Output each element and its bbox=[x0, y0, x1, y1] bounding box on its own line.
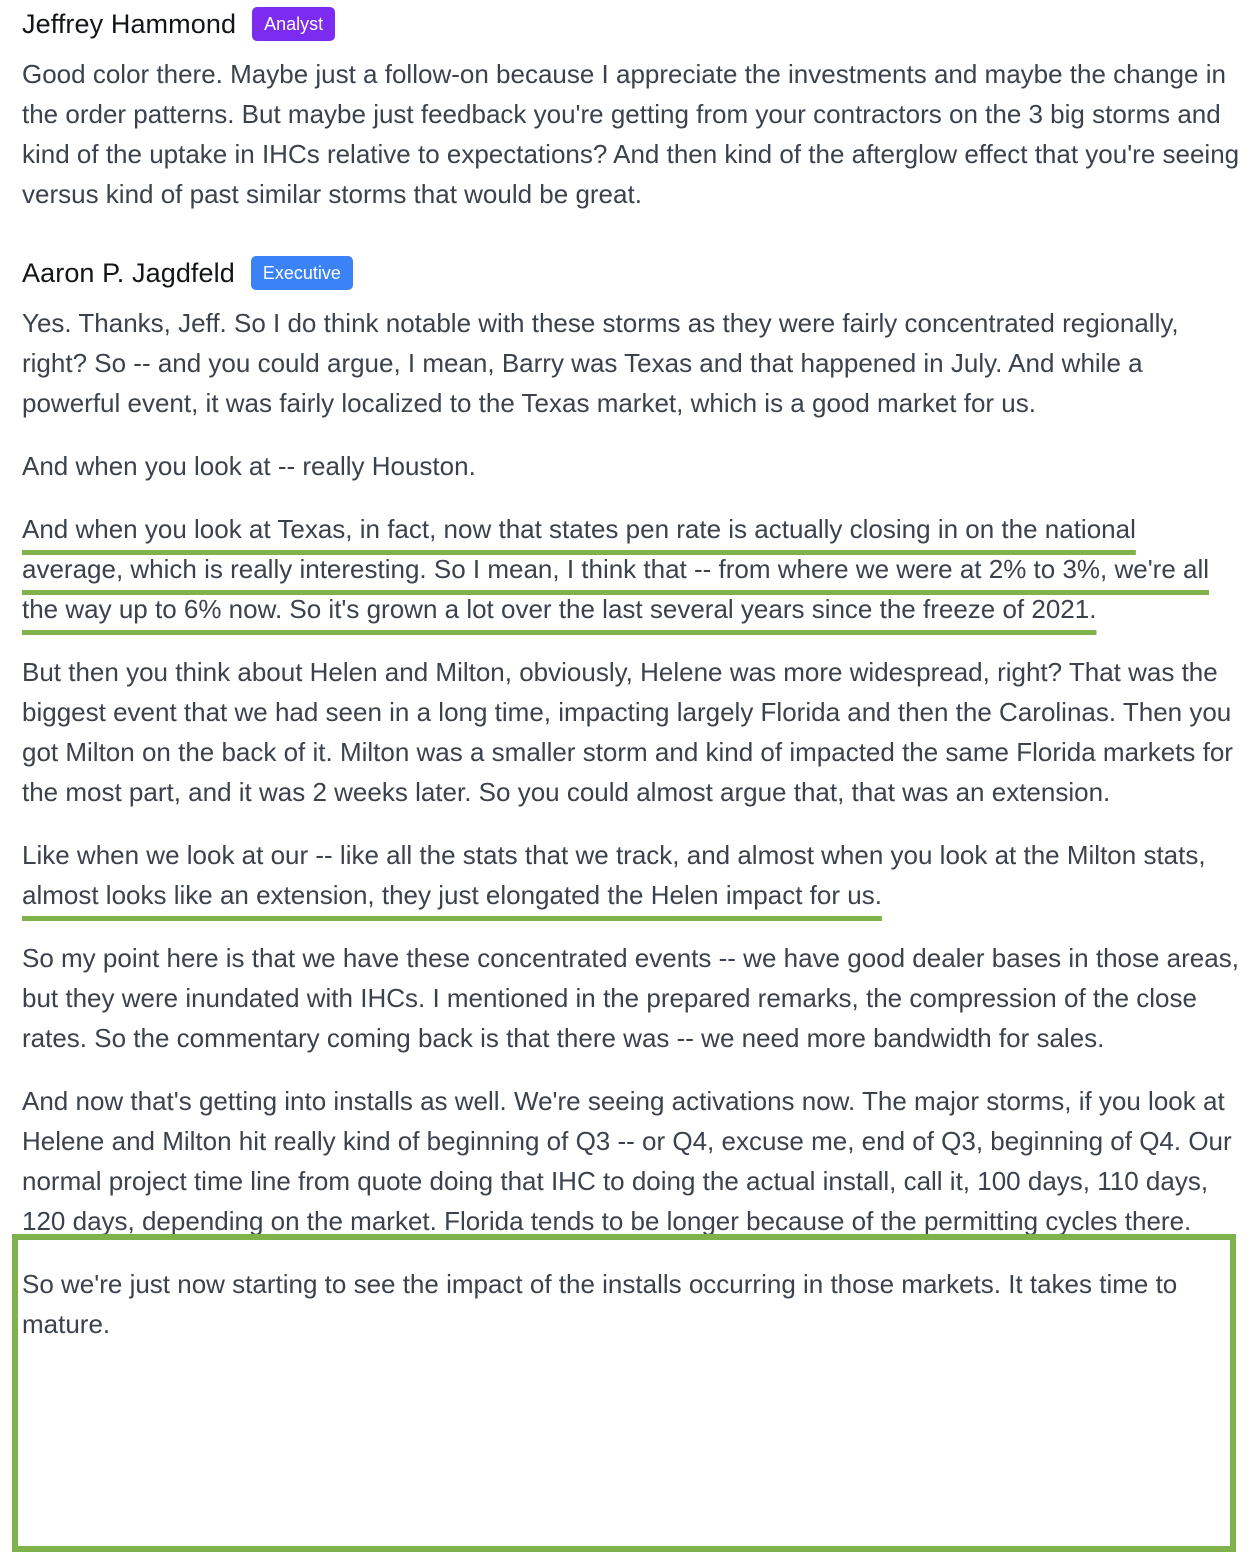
paragraph: Yes. Thanks, Jeff. So I do think notable with these storms as they were fairly concentrated regionally, right? So -- and you could argue, I mean, Barry was Texas and that happened in July. And while a powerful event, it was fairly localized to the Texas market, which is a good market for us. bbox=[22, 308, 1179, 418]
speaker-turn-analyst bbox=[22, 0, 1242, 214]
paragraph-boxed: So we're just now starting to see the impact of the installs occurring in those markets. It takes time to mature. bbox=[22, 1269, 1178, 1339]
speaker-turn-executive bbox=[22, 249, 1242, 1344]
speaker-header bbox=[22, 249, 1242, 297]
highlighted-passage: almost looks like an extension, they just elongated the Helen impact for us. bbox=[22, 880, 882, 910]
transcript bbox=[22, 0, 1242, 1367]
paragraph: And when you look at -- really Houston. bbox=[22, 451, 476, 481]
paragraph-partial-highlight bbox=[22, 835, 1242, 915]
paragraph-text: Like when we look at our -- like all the stats that we track, and almost when you look at the Milton stats, bbox=[22, 840, 1206, 870]
speaker-header bbox=[22, 0, 1242, 48]
speaker-name: Aaron P. Jagdfeld bbox=[22, 257, 235, 288]
paragraph-boxed: And now that's getting into installs as well. We're seeing activations now. The major storms, if you look at Helene and Milton hit really kind of beginning of Q3 -- or Q4, excuse me, end of Q3, beginning of Q4. Our normal project time line from quote doing that IHC to doing the actual install, call it, 100 days, 110 days, 120 days, depending on the market. Florida tends to be longer because of the permitting cycles there. bbox=[22, 1086, 1232, 1236]
role-badge-executive: Executive bbox=[251, 256, 353, 290]
paragraph: So my point here is that we have these concentrated events -- we have good dealer bases in those areas, but they were inundated with IHCs. I mentioned in the prepared remarks, the compression of the close rates. So the commentary coming back is that there was -- we need more bandwidth for sales. bbox=[22, 943, 1239, 1053]
paragraph: Good color there. Maybe just a follow-on because I appreciate the investments and maybe the change in the order patterns. But maybe just feedback you're getting from your contractors on the 3 big storms and kind of the uptake in IHCs relative to expectations? And then kind of the afterglow effect that you're seeing versus kind of past similar storms that would be great. bbox=[22, 59, 1240, 209]
speaker-name: Jeffrey Hammond bbox=[22, 8, 237, 39]
highlighted-passage: And when you look at Texas, in fact, now that states pen rate is actually closing in on the national average, which is really interesting. So I mean, I think that -- from where we were at 2% to 3%, we're all the way up to 6% now. So it's grown a lot over the last several years since the freeze of 2021. bbox=[22, 514, 1210, 624]
role-badge-analyst: Analyst bbox=[252, 7, 335, 41]
paragraph: But then you think about Helen and Milton, obviously, Helene was more widespread, right? That was the biggest event that we had seen in a long time, impacting largely Florida and then the Carolinas. Then you got Milton on the back of it. Milton was a smaller storm and kind of impacted the same Florida markets for the most part, and it was 2 weeks later. So you could almost argue that, that was an extension. bbox=[22, 657, 1233, 807]
paragraph-highlighted bbox=[22, 509, 1242, 629]
